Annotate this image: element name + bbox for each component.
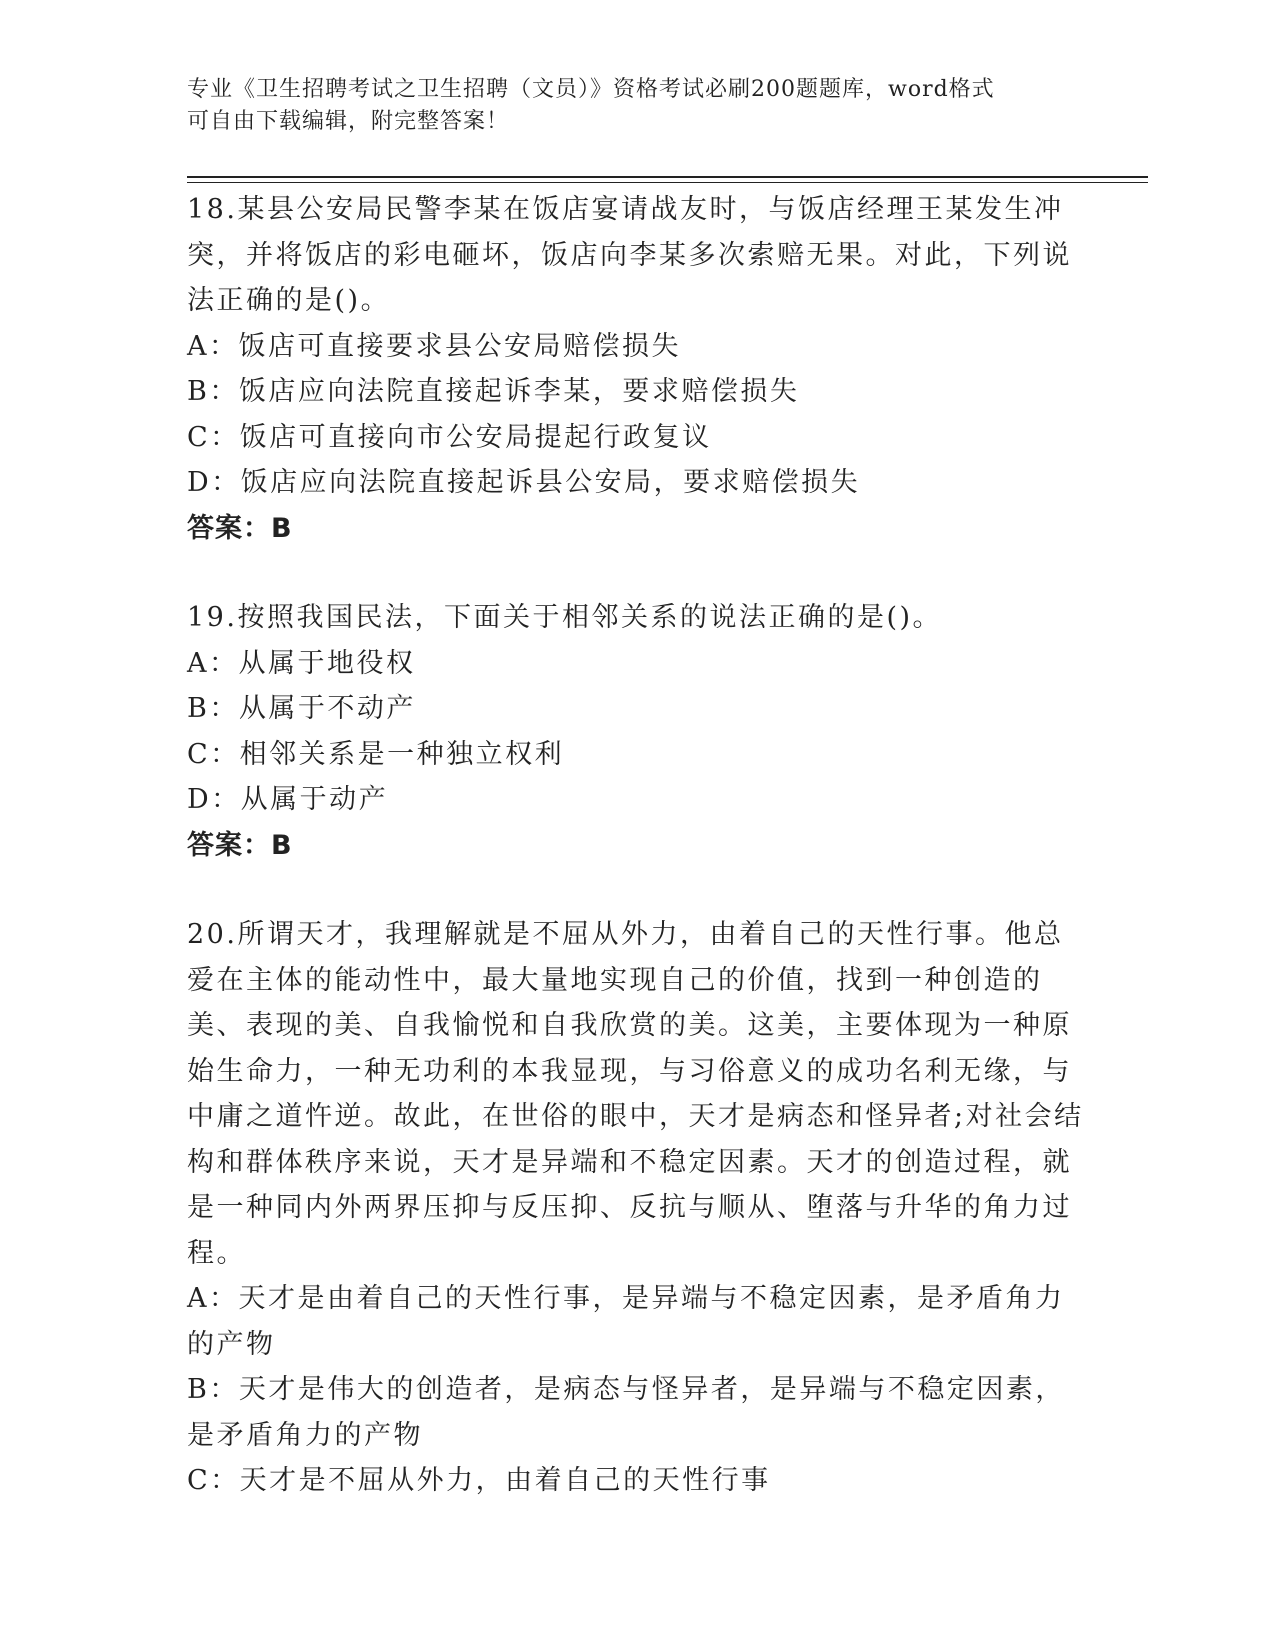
question-18 xyxy=(187,187,1087,551)
document-header xyxy=(187,74,1067,138)
option-b: B：饭店应向法院直接起诉李某，要求赔偿损失 xyxy=(187,376,800,407)
answer-line: 答案：B xyxy=(187,512,293,544)
header-line-2: 可自由下载编辑，附完整答案！ xyxy=(187,109,510,134)
option-d: D：从属于动产 xyxy=(187,784,389,815)
option-b: B：天才是伟大的创造者，是病态与怪异者，是异端与不稳定因素，是矛盾角力的产物 xyxy=(187,1374,1065,1451)
header-line-1: 专业《卫生招聘考试之卫生招聘（文员）》资格考试必刷200题题库，word格式 xyxy=(187,77,995,102)
header-divider-thin xyxy=(187,182,1148,183)
question-stem: 18.某县公安局民警李某在饭店宴请战友时，与饭店经理王某发生冲突，并将饭店的彩电砸坏，饭店向李某多次索赔无果。对此，下列说法正确的是()。 xyxy=(187,194,1072,316)
question-20 xyxy=(187,912,1087,1504)
option-a: A：从属于地役权 xyxy=(187,647,416,679)
option-c: C：天才是不屈从外力，由着自己的天性行事 xyxy=(187,1465,771,1496)
question-list xyxy=(187,187,1087,1548)
option-b: B：从属于不动产 xyxy=(187,693,416,724)
option-c: C：相邻关系是一种独立权利 xyxy=(187,738,565,770)
option-a: A：天才是由着自己的天性行事，是异端与不稳定因素，是矛盾角力的产物 xyxy=(187,1283,1065,1360)
answer-line: 答案：B xyxy=(187,829,293,861)
question-19 xyxy=(187,595,1087,868)
header-divider-thick xyxy=(187,176,1148,178)
option-d: D：饭店应向法院直接起诉县公安局，要求赔偿损失 xyxy=(187,467,861,498)
option-c: C：饭店可直接向市公安局提起行政复议 xyxy=(187,421,712,453)
question-stem: 19.按照我国民法，下面关于相邻关系的说法正确的是()。 xyxy=(187,602,943,633)
option-a: A：饭店可直接要求县公安局赔偿损失 xyxy=(187,330,681,362)
question-stem: 20.所谓天才，我理解就是不屈从外力，由着自己的天性行事。他总爱在主体的能动性中，最大量地实现自己的价值，找到一种创造的美、表现的美、自我愉悦和自我欣赏的美。这美，主要体现为一种原始生命力，一种无功利的本我显现，与习俗意义的成功名利无缘，与中庸之道忤逆。故此，在世俗的眼中，天才是病态和怪异者;对社会结构和群体秩序来说，天才是异端和不稳定因素。天才的创造过程，就是一种同内外两界压抑与反压抑、反抗与顺从、堕落与升华的角力过程。 xyxy=(187,919,1084,1269)
